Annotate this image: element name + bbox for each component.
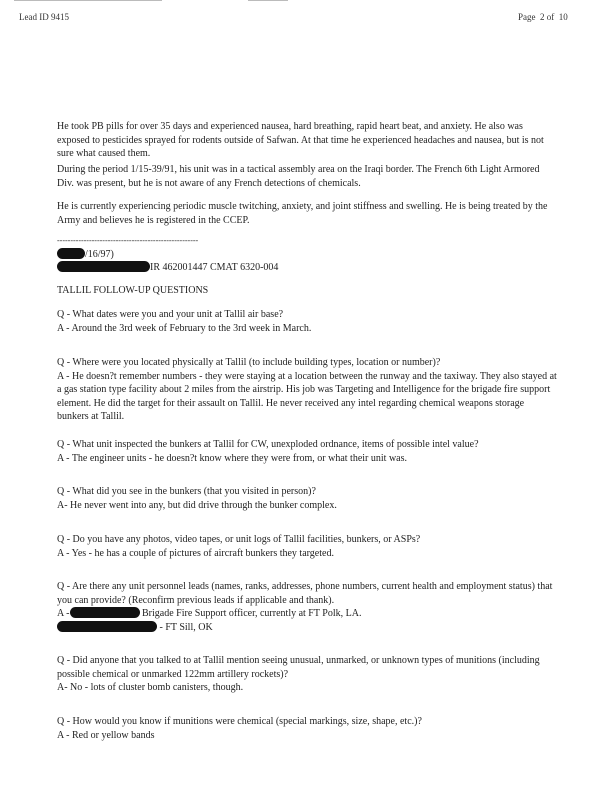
- answer-text: Brigade Fire Support officer, currently at FT Polk, LA.: [142, 608, 362, 619]
- answer: A- He never went into any, but did drive through the bunker complex.: [57, 499, 337, 511]
- qa-item: [57, 438, 557, 465]
- paragraph: He took PB pills for over 35 days and experienced nausea, hard breathing, rapid heart beat, and anxiety. He also was exposed to pesticides sprayed for rodents outside of Safwan. At that time he experienced headaches and nausea, but is not sure what caused them.: [57, 121, 544, 159]
- answer: A - Red or yellow bands: [57, 729, 155, 741]
- question: Q - Where were you located physically at Tallil (to include building types, location or number)?: [57, 357, 441, 368]
- answer: A- No - lots of cluster bomb canisters, though.: [57, 682, 244, 693]
- answer-text: - FT Sill, OK: [159, 621, 213, 633]
- answer: [57, 621, 557, 635]
- qa-item: [57, 580, 557, 634]
- question: Q - How would you know if munitions were chemical (special markings, size, shape, etc.)?: [57, 716, 422, 727]
- separator: -----------------------------------------------------: [57, 236, 199, 245]
- question: Q - Do you have any photos, video tapes, or unit logs of Tallil facilities, bunkers, or ASPs?: [57, 534, 421, 545]
- qa-item: [57, 654, 557, 695]
- date-text: /16/97): [85, 249, 114, 260]
- paragraph: He is currently experiencing periodic muscle twitching, anxiety, and joint stiffness and swelling. He is being treated by the Army and believes he is registered in the CCEP.: [57, 201, 548, 226]
- qa-item: [57, 356, 557, 424]
- qa-item: [57, 308, 557, 335]
- scan-edge-line: [14, 0, 162, 1]
- answer-prefix: A -: [57, 608, 70, 619]
- page-number: Page 2 of 10: [518, 12, 568, 22]
- redaction: [57, 248, 85, 259]
- question: Q - What dates were you and your unit at Tallil air base?: [57, 309, 284, 320]
- question: Q - What did you see in the bunkers (that you visited in person)?: [57, 486, 316, 497]
- answer: A - The engineer units - he doesn?t know where they were from, or what their unit was.: [57, 452, 407, 464]
- qa-item: [57, 715, 557, 742]
- answer: A - Around the 3rd week of February to the 3rd week in March.: [57, 322, 312, 334]
- ir-line: [57, 261, 557, 275]
- date-line: [57, 248, 557, 262]
- answer: A - He doesn?t remember numbers - they were staying at a location between the runway and the taxiway. They also stayed at a gas station type facility about 2 miles from the airstrip. His job was Targeting and Intelligence for the brigade fire support element. He did the target for their assault on Tallil. He never received any intel regarding chemical weapons storage bunkers at Tallil.: [57, 370, 557, 422]
- question: Q - Did anyone that you talked to at Tallil mention seeing unusual, unmarked, or unknown types of munitions (including possible chemical or unmarked 122mm artillery rockets)?: [57, 655, 540, 680]
- answer: A - Yes - he has a couple of pictures of aircraft bunkers they targeted.: [57, 547, 334, 559]
- redaction: [70, 607, 140, 618]
- redaction: [57, 261, 150, 272]
- redaction: [57, 621, 157, 632]
- scan-edge-line: [248, 0, 288, 1]
- ir-text: IR 462001447 CMAT 6320-004: [150, 262, 279, 273]
- qa-item: [57, 485, 557, 512]
- lead-id: Lead ID 9415: [19, 12, 69, 22]
- question: Q - What unit inspected the bunkers at Tallil for CW, unexploded ordnance, items of possible intel value?: [57, 439, 479, 450]
- question: Q - Are there any unit personnel leads (names, ranks, addresses, phone numbers, current health and employment status) that you can provide? (Reconfirm previous leads if applicable and thank).: [57, 581, 553, 606]
- paragraph: During the period 1/15-39/91, his unit was in a tactical assembly area on the Iraqi border. The French 6th Light Armored Div. was present, but he is not aware of any French detections of chemicals.: [57, 164, 540, 189]
- answer: [57, 607, 557, 621]
- section-title: TALLIL FOLLOW-UP QUESTIONS: [57, 285, 209, 296]
- qa-item: [57, 533, 557, 560]
